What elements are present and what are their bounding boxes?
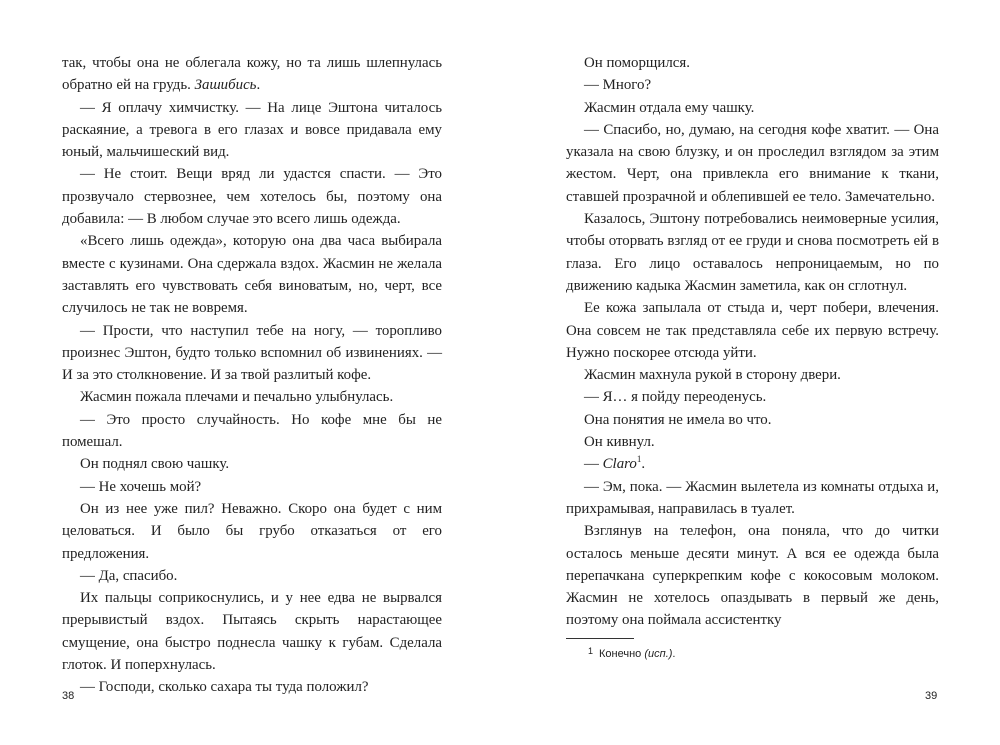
paragraph: Жасмин пожала плечами и печально улыбнулась. xyxy=(80,389,394,406)
paragraph: — Я… я пойду переоденусь. xyxy=(584,389,767,406)
footnote-reference[interactable]: 1 xyxy=(636,454,642,465)
footnote-tail: . xyxy=(672,648,676,660)
italic-text: Зашибись xyxy=(194,77,257,94)
paragraph: — Господи, сколько сахара ты туда положил? xyxy=(80,679,369,696)
paragraph: Он из нее уже пил? Неважно. Скоро она будет с ним целоваться. И было бы грубо отказаться от его предложения. xyxy=(62,500,442,562)
paragraph: — Спасибо, но, думаю, на сегодня кофе хватит. — Она указала на свою блузку, и он проследил взглядом за этим жестом. Черт, она привлекла его внимание к ткани, ставшей прозрачной и облепившей ее тело. Замечательно. xyxy=(566,121,939,205)
footnote-italic: (исп.) xyxy=(644,648,673,660)
page-number-right: 39 xyxy=(925,690,938,702)
paragraph: Их пальцы соприкоснулись, и у нее едва не вырвался прерывистый вздох. Пытаясь скрыть нарастающее смущение, она быстро поднесла чашку к губам. Сделала глоток. И поперхнулась. xyxy=(62,590,442,674)
paragraph-text: . xyxy=(256,77,261,94)
paragraph: Казалось, Эштону потребовались неимоверные усилия, чтобы оторвать взгляд от ее груди и снова посмотреть ей в глаза. Его лицо оставалось непроницаемым, но по движению кадыка Жасмин заметила, как он сглотнул. xyxy=(566,211,939,294)
page-number-left: 38 xyxy=(62,690,75,702)
paragraph: — Я оплачу химчистку. — На лице Эштона читалось раскаяние, а тревога в его глазах и вовсе придавала ему юный, мальчишеский вид. xyxy=(62,99,442,161)
paragraph: — Это просто случайность. Но кофе мне бы не помешал. xyxy=(62,411,442,451)
left-page xyxy=(62,52,442,699)
paragraph: Он кивнул. xyxy=(584,434,655,451)
paragraph: «Всего лишь одежда», которую она два часа выбирала вместе с кузинами. Она сдержала вздох. Жасмин не желала заставлять его чувствовать себя виноватым, но, черт, все случилось не так не вовремя. xyxy=(62,233,442,317)
paragraph: — Много? xyxy=(584,77,652,94)
italic-text: Claro xyxy=(602,456,637,473)
paragraph: Ее кожа запылала от стыда и, черт побери, влечения. Она совсем не так представляла себе их первую встречу. Нужно поскорее отсюда уйти. xyxy=(566,300,939,361)
paragraph: Жасмин отдала ему чашку. xyxy=(584,99,755,116)
footnote-mark: 1 xyxy=(588,646,594,656)
footnote-divider xyxy=(566,638,634,639)
paragraph: — Да, спасибо. xyxy=(80,567,178,584)
paragraph xyxy=(62,52,442,97)
paragraph: — Прости, что наступил тебе на ногу, — торопливо произнес Эштон, будто только вспомнил об извинениях. — И за это столкновение. И за твой разлитый кофе. xyxy=(62,322,442,384)
paragraph-text: . xyxy=(641,456,646,473)
paragraph xyxy=(566,453,939,475)
footnote xyxy=(588,643,675,662)
paragraph: Она понятия не имела во что. xyxy=(584,411,772,428)
paragraph: — Не хочешь мой? xyxy=(80,478,202,495)
paragraph: Он поморщился. xyxy=(584,55,690,71)
paragraph-text: так, чтобы она не облегала кожу, но та лишь шлепнулась обратно ей на грудь. xyxy=(62,55,442,94)
paragraph-text: — xyxy=(584,456,603,473)
paragraph: — Эм, пока. — Жасмин вылетела из комнаты отдыха и, прихрамывая, направилась в туалет. xyxy=(566,478,939,517)
paragraph: Взглянув на телефон, она поняла, что до читки осталось меньше десяти минут. А вся ее одежда была перепачкана суперкрепким кофе с кокосовым молоком. Жасмин не хотелось опаздывать в первый же день, поэтому она поймала ассистентку xyxy=(566,523,939,629)
paragraph: Он поднял свою чашку. xyxy=(80,456,230,473)
right-page xyxy=(566,52,939,632)
footnote-text: Конечно xyxy=(599,648,645,660)
paragraph: Жасмин махнула рукой в сторону двери. xyxy=(584,367,841,384)
paragraph: — Не стоит. Вещи вряд ли удастся спасти. — Это прозвучало стервознее, чем хотелось бы, поэтому она добавила: — В любом случае это всего лишь одежда. xyxy=(62,166,442,228)
